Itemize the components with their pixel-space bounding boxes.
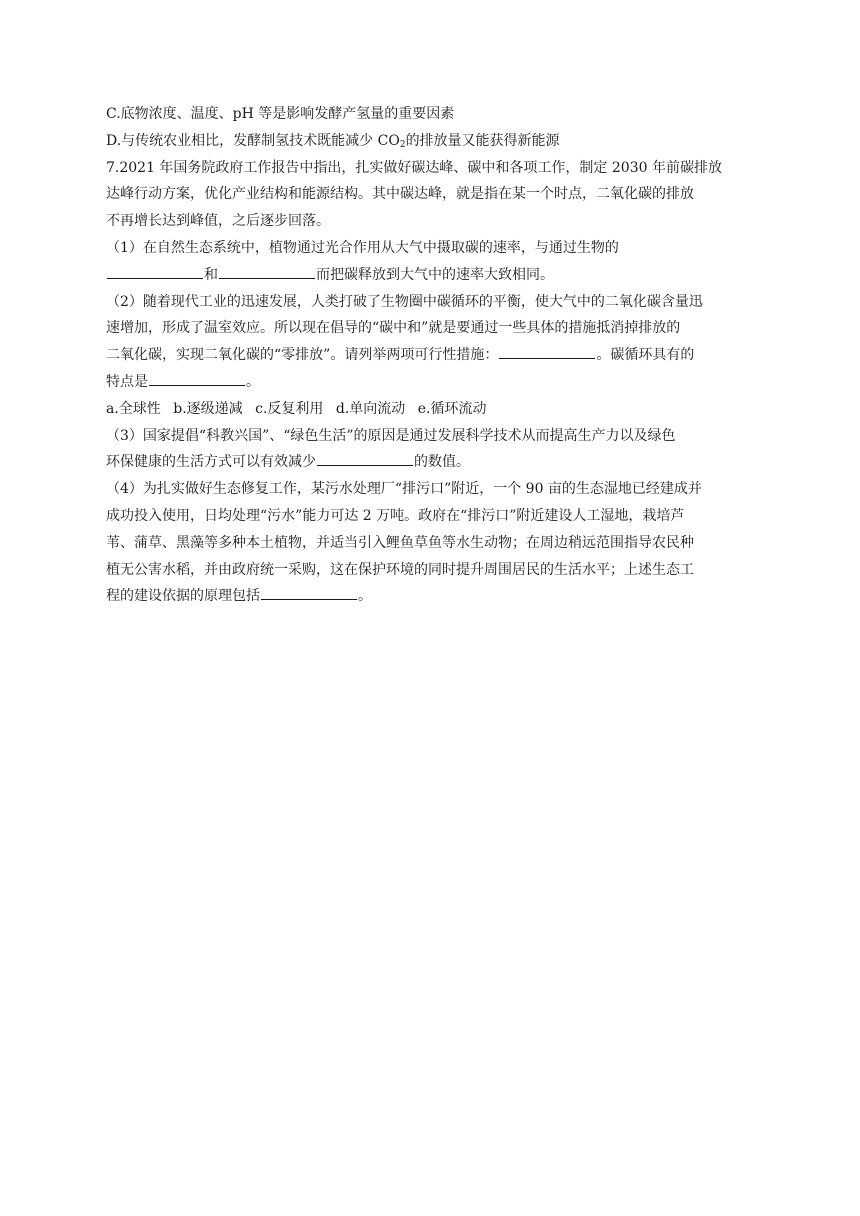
option-item: a.全球性	[106, 400, 161, 417]
part-2-text-c: 特点是	[106, 373, 148, 390]
co2-subscript: 2	[399, 139, 406, 150]
part-4-line-3: 苇、蒲草、黑藻等多种本土植物，并适当引入鲤鱼草鱼等水生动物；在周边稍远范围指导农民种	[106, 534, 694, 551]
part-1-line-1: （1）在自然生态系统中，植物通过光合作用从大气中摄取碳的速率，与通过生物的	[106, 239, 619, 256]
option-item: c.反复利用	[255, 400, 324, 417]
answer-blank[interactable]	[219, 262, 315, 279]
part-4-line-5	[106, 583, 756, 610]
part-1-line-2	[106, 262, 756, 289]
options-line	[106, 396, 756, 423]
part-4-line-1: （4）为扎实做好生态修复工作，某污水处理厂“排污口”附近，一个 90 亩的生态湿地已经建成并	[106, 481, 702, 498]
question-text	[106, 101, 756, 610]
part-4-text-b: 。	[358, 588, 372, 605]
answer-blank[interactable]	[261, 583, 357, 600]
answer-blank[interactable]	[317, 449, 413, 466]
option-d-text-a: D.与传统农业相比，发酵制氢技术既能减少 CO	[106, 132, 400, 149]
option-d-text-b: 的排放量又能获得新能源	[405, 132, 560, 149]
option-item: b.逐级递减	[173, 400, 243, 417]
part-2-line-4	[106, 369, 756, 396]
answer-blank[interactable]	[107, 262, 203, 279]
question-7-line-2: 达峰行动方案，优化产业结构和能源结构。其中碳达峰，就是指在某一个时点，二氧化碳的排放	[106, 186, 694, 203]
part-2-text-a: 二氧化碳，实现二氧化碳的“零排放”。请列举两项可行性措施：	[106, 347, 499, 364]
part-4-line-4: 植无公害水稻，并由政府统一采购，这在保护环境的同时提升周围居民的生活水平；上述生态工	[106, 561, 694, 578]
answer-blank[interactable]	[499, 342, 595, 359]
option-item: d.单向流动	[335, 400, 406, 417]
part-1-text-a: 和	[204, 266, 218, 283]
option-c: C.底物浓度、温度、pH 等是影响发酵产氢量的重要因素	[106, 106, 455, 122]
part-3-text-b: 的数值。	[414, 454, 470, 471]
option-item: e.循环流动	[417, 400, 487, 417]
option-d	[106, 128, 756, 155]
part-2-text-b: 。碳循环具有的	[596, 347, 695, 364]
question-7-line-1: 7.2021 年国务院政府工作报告中指出，扎实做好碳达峰、碳中和各项工作，制定 2030 年前碳排放	[106, 159, 722, 176]
part-3-text-a: 环保健康的生活方式可以有效减少	[106, 454, 316, 471]
part-4-text-a: 程的建设依据的原理包括	[106, 588, 260, 605]
part-2-text-d: 。	[246, 373, 260, 390]
part-4-line-2: 成功投入使用，日均处理“污水”能力可达 2 万吨。政府在“排污口”附近建设人工湿地，栽培芦	[106, 507, 685, 524]
part-1-text-b: 而把碳释放到大气中的速率大致相同。	[316, 266, 554, 283]
part-2-line-2: 速增加，形成了温室效应。所以现在倡导的“碳中和”就是要通过一些具体的措施抵消掉排放的	[106, 320, 681, 337]
answer-blank[interactable]	[149, 369, 245, 386]
part-2-line-3	[106, 342, 756, 369]
part-3-line-1: （3）国家提倡“科教兴国”、“绿色生活”的原因是通过发展科学技术从而提高生产力以及绿色	[106, 427, 676, 444]
question-7-line-3: 不再增长达到峰值，之后逐步回落。	[106, 213, 330, 230]
part-3-line-2	[106, 449, 756, 476]
part-2-line-1: （2）随着现代工业的迅速发展，人类打破了生物圈中碳循环的平衡，使大气中的二氧化碳含量迅	[106, 293, 703, 310]
